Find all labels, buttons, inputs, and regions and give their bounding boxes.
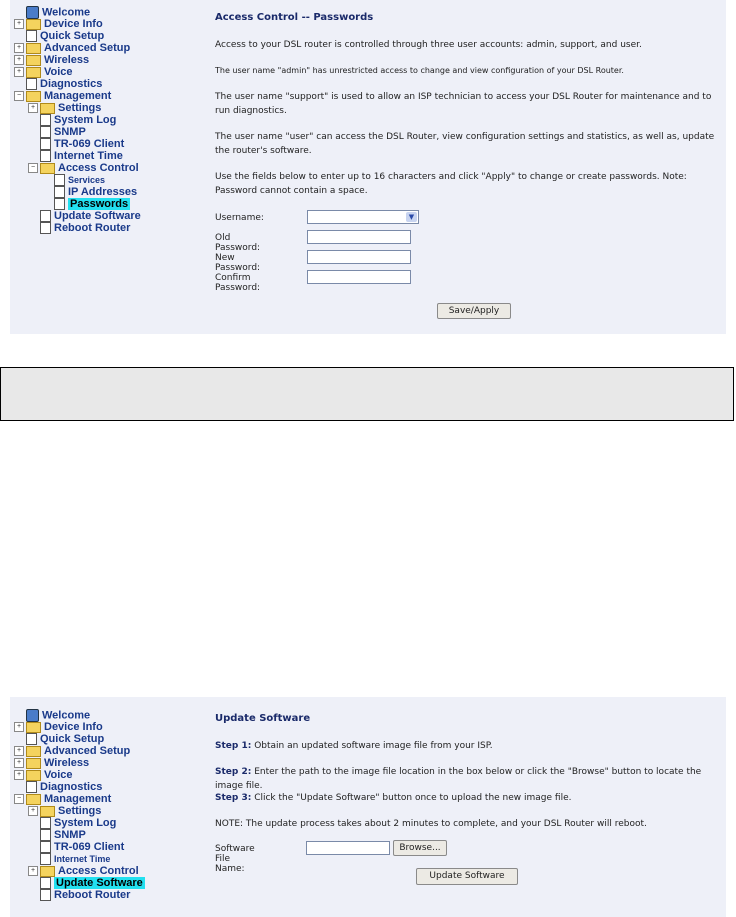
page-icon xyxy=(54,174,65,186)
tree-item-label: Quick Setup xyxy=(40,30,105,43)
collapse-icon[interactable]: − xyxy=(14,794,24,804)
tree-item-label: Management xyxy=(44,90,112,103)
update-note: NOTE: The update process takes about 2 minutes to complete, and your DSL Router will reboot. xyxy=(215,819,647,829)
folder-open-icon xyxy=(26,91,41,102)
step-1 xyxy=(215,739,720,753)
tree-item-reboot-router[interactable] xyxy=(14,889,204,901)
page-title: Update Software xyxy=(215,713,311,724)
new-password-label: New Password: xyxy=(215,253,261,273)
software-file-input[interactable] xyxy=(306,841,390,855)
tree-item-label: Reboot Router xyxy=(54,222,131,235)
expand-icon[interactable]: + xyxy=(14,19,24,29)
expand-icon[interactable]: + xyxy=(14,770,24,780)
page-icon xyxy=(40,829,51,841)
folder-icon xyxy=(26,19,41,30)
tree-item-label: Device Info xyxy=(44,721,103,734)
tree-item-label: Access Control xyxy=(58,865,139,878)
step-label: Step 3: xyxy=(215,793,252,803)
step-label: Step 1: xyxy=(215,741,252,751)
step-text: Obtain an updated software image file from your ISP. xyxy=(254,741,493,751)
step-2 xyxy=(215,765,720,793)
tree-item-device-info[interactable] xyxy=(14,18,204,30)
tree-item-internet-time[interactable] xyxy=(14,853,204,865)
tree-item-label: Passwords xyxy=(70,198,129,211)
page-icon xyxy=(40,877,51,889)
intro-paragraph: Access to your DSL router is controlled through three user accounts: admin, support, and user. xyxy=(215,40,642,50)
tree-item-device-info[interactable] xyxy=(14,721,204,733)
chevron-down-icon[interactable]: ▼ xyxy=(406,212,417,222)
username-select[interactable] xyxy=(307,210,419,224)
tree-item-label: Diagnostics xyxy=(40,781,103,794)
folder-icon xyxy=(26,722,41,733)
tree-item-label: Welcome xyxy=(42,6,91,19)
folder-icon xyxy=(26,758,41,769)
page-icon xyxy=(26,733,37,745)
folder-icon xyxy=(40,866,55,877)
tree-item-label: Services xyxy=(68,175,106,186)
tree-item-access-control[interactable] xyxy=(14,162,204,174)
tree-item-label: Internet Time xyxy=(54,854,111,865)
folder-icon xyxy=(40,103,55,114)
tree-item-ip-addresses[interactable] xyxy=(14,186,204,198)
passwords-screenshot-panel xyxy=(10,0,726,334)
page-icon xyxy=(40,853,51,865)
tree-item-label: Settings xyxy=(58,805,102,818)
tree-item-label: TR-069 Client xyxy=(54,841,125,854)
tree-item-diagnostics[interactable] xyxy=(14,781,204,793)
step-text: Enter the path to the image file location in the box below or click the "Browse" button to locate the image file. xyxy=(215,767,702,791)
tree-item-settings[interactable] xyxy=(14,102,204,114)
folder-icon xyxy=(26,55,41,66)
page-icon xyxy=(40,126,51,138)
tree-item-label: Management xyxy=(44,793,112,806)
page-icon xyxy=(40,889,51,901)
note-box xyxy=(0,367,734,421)
instructions-paragraph: Use the fields below to enter up to 16 characters and click "Apply" to change or create passwords. Note: Password cannot contain a space. xyxy=(215,172,687,196)
tree-item-diagnostics[interactable] xyxy=(14,78,204,90)
page-icon xyxy=(26,78,37,90)
new-password-field[interactable] xyxy=(307,250,411,264)
update-software-screenshot-panel xyxy=(10,697,726,917)
tree-item-label: Advanced Setup xyxy=(44,42,131,55)
tree-item-access-control[interactable] xyxy=(14,865,204,877)
support-paragraph: The user name "support" is used to allow an ISP technician to access your DSL Router for maintenance and to run diagnostics. xyxy=(215,92,712,116)
page-icon xyxy=(40,222,51,234)
page-icon xyxy=(40,210,51,222)
page-icon xyxy=(26,781,37,793)
tree-item-label: Quick Setup xyxy=(40,733,105,746)
folder-icon xyxy=(40,806,55,817)
page-icon xyxy=(40,114,51,126)
tree-item-wireless[interactable] xyxy=(14,54,204,66)
confirm-password-field[interactable] xyxy=(307,270,411,284)
user-paragraph: The user name "user" can access the DSL Router, view configuration settings and statistics, as well as, update the router's software. xyxy=(215,132,715,156)
expand-icon[interactable]: + xyxy=(14,43,24,53)
tree-item-management[interactable] xyxy=(14,793,204,805)
collapse-icon[interactable]: − xyxy=(14,91,24,101)
page-icon xyxy=(54,198,65,210)
expand-icon[interactable]: + xyxy=(14,55,24,65)
tree-item-label: Update Software xyxy=(56,877,143,890)
tree-item-label: SNMP xyxy=(54,829,86,842)
update-software-button[interactable]: Update Software xyxy=(416,868,518,885)
expand-icon[interactable]: + xyxy=(28,806,38,816)
tree-item-label: Advanced Setup xyxy=(44,745,131,758)
page-icon xyxy=(54,186,65,198)
tree-item-system-log[interactable] xyxy=(14,114,204,126)
expand-icon[interactable]: + xyxy=(14,758,24,768)
browse-button[interactable]: Browse... xyxy=(393,840,447,856)
tree-item-label: Access Control xyxy=(58,162,139,175)
page-icon xyxy=(26,30,37,42)
tree-item-label: Update Software xyxy=(54,210,141,223)
tree-item-quick-setup[interactable] xyxy=(14,30,204,42)
tree-item-reboot-router[interactable] xyxy=(14,222,204,234)
tree-item-services[interactable] xyxy=(14,174,204,186)
tree-item-passwords[interactable] xyxy=(14,198,204,210)
page-icon xyxy=(40,817,51,829)
tree-item-label: Voice xyxy=(44,769,73,782)
confirm-password-label: Confirm Password: xyxy=(215,273,261,293)
step-label: Step 2: xyxy=(215,767,252,777)
tree-item-settings[interactable] xyxy=(14,805,204,817)
tree-item-label: Reboot Router xyxy=(54,889,131,902)
folder-open-icon xyxy=(40,163,55,174)
tree-item-update-software[interactable] xyxy=(14,210,204,222)
folder-icon xyxy=(26,746,41,757)
folder-icon xyxy=(26,67,41,78)
expand-icon[interactable]: + xyxy=(28,103,38,113)
save-apply-button[interactable]: Save/Apply xyxy=(437,303,511,319)
page-icon xyxy=(40,150,51,162)
tree-item-label: SNMP xyxy=(54,126,86,139)
step-3 xyxy=(215,791,720,805)
tree-item-label: Diagnostics xyxy=(40,78,103,91)
tree-item-advanced-setup[interactable] xyxy=(14,42,204,54)
tree-item-welcome[interactable] xyxy=(14,709,204,721)
tree-item-label: System Log xyxy=(54,817,117,830)
navigation-tree xyxy=(14,6,204,234)
tree-item-label: TR-069 Client xyxy=(54,138,125,151)
admin-paragraph: The user name "admin" has unrestricted access to change and view configuration of your DSL Router. xyxy=(215,66,624,75)
collapse-icon[interactable]: − xyxy=(28,163,38,173)
tree-item-label: System Log xyxy=(54,114,117,127)
tree-item-tr-069-client[interactable] xyxy=(14,138,204,150)
expand-icon[interactable]: + xyxy=(14,746,24,756)
folder-icon xyxy=(26,43,41,54)
expand-icon[interactable]: + xyxy=(14,67,24,77)
page-title: Access Control -- Passwords xyxy=(215,12,374,23)
tree-item-label: Settings xyxy=(58,102,102,115)
expand-icon[interactable]: + xyxy=(28,866,38,876)
tree-item-label: IP Addresses xyxy=(68,186,138,199)
tree-item-label: Internet Time xyxy=(54,150,123,163)
tree-item-advanced-setup[interactable] xyxy=(14,745,204,757)
tree-item-label: Wireless xyxy=(44,757,90,770)
tree-item-label: Welcome xyxy=(42,709,91,722)
tree-item-wireless[interactable] xyxy=(14,757,204,769)
tree-item-snmp[interactable] xyxy=(14,126,204,138)
navigation-tree xyxy=(14,709,204,901)
software-file-label: Software File Name: xyxy=(215,844,255,874)
tree-item-label: Voice xyxy=(44,66,73,79)
tree-item-tr-069-client[interactable] xyxy=(14,841,204,853)
tree-item-welcome[interactable] xyxy=(14,6,204,18)
tree-item-quick-setup[interactable] xyxy=(14,733,204,745)
tree-item-system-log[interactable] xyxy=(14,817,204,829)
tree-item-internet-time[interactable] xyxy=(14,150,204,162)
old-password-label: Old Password: xyxy=(215,233,261,253)
tree-item-management[interactable] xyxy=(14,90,204,102)
tree-item-label: Device Info xyxy=(44,18,103,31)
page-icon xyxy=(40,138,51,150)
tree-item-snmp[interactable] xyxy=(14,829,204,841)
step-text: Click the "Update Software" button once to upload the new image file. xyxy=(254,793,572,803)
username-label: Username: xyxy=(215,213,264,223)
old-password-field[interactable] xyxy=(307,230,411,244)
tree-item-voice[interactable] xyxy=(14,66,204,78)
expand-icon[interactable]: + xyxy=(14,722,24,732)
tree-item-label: Wireless xyxy=(44,54,90,67)
page-icon xyxy=(40,841,51,853)
folder-open-icon xyxy=(26,794,41,805)
tree-item-update-software[interactable] xyxy=(14,877,204,889)
folder-icon xyxy=(26,770,41,781)
tree-item-voice[interactable] xyxy=(14,769,204,781)
